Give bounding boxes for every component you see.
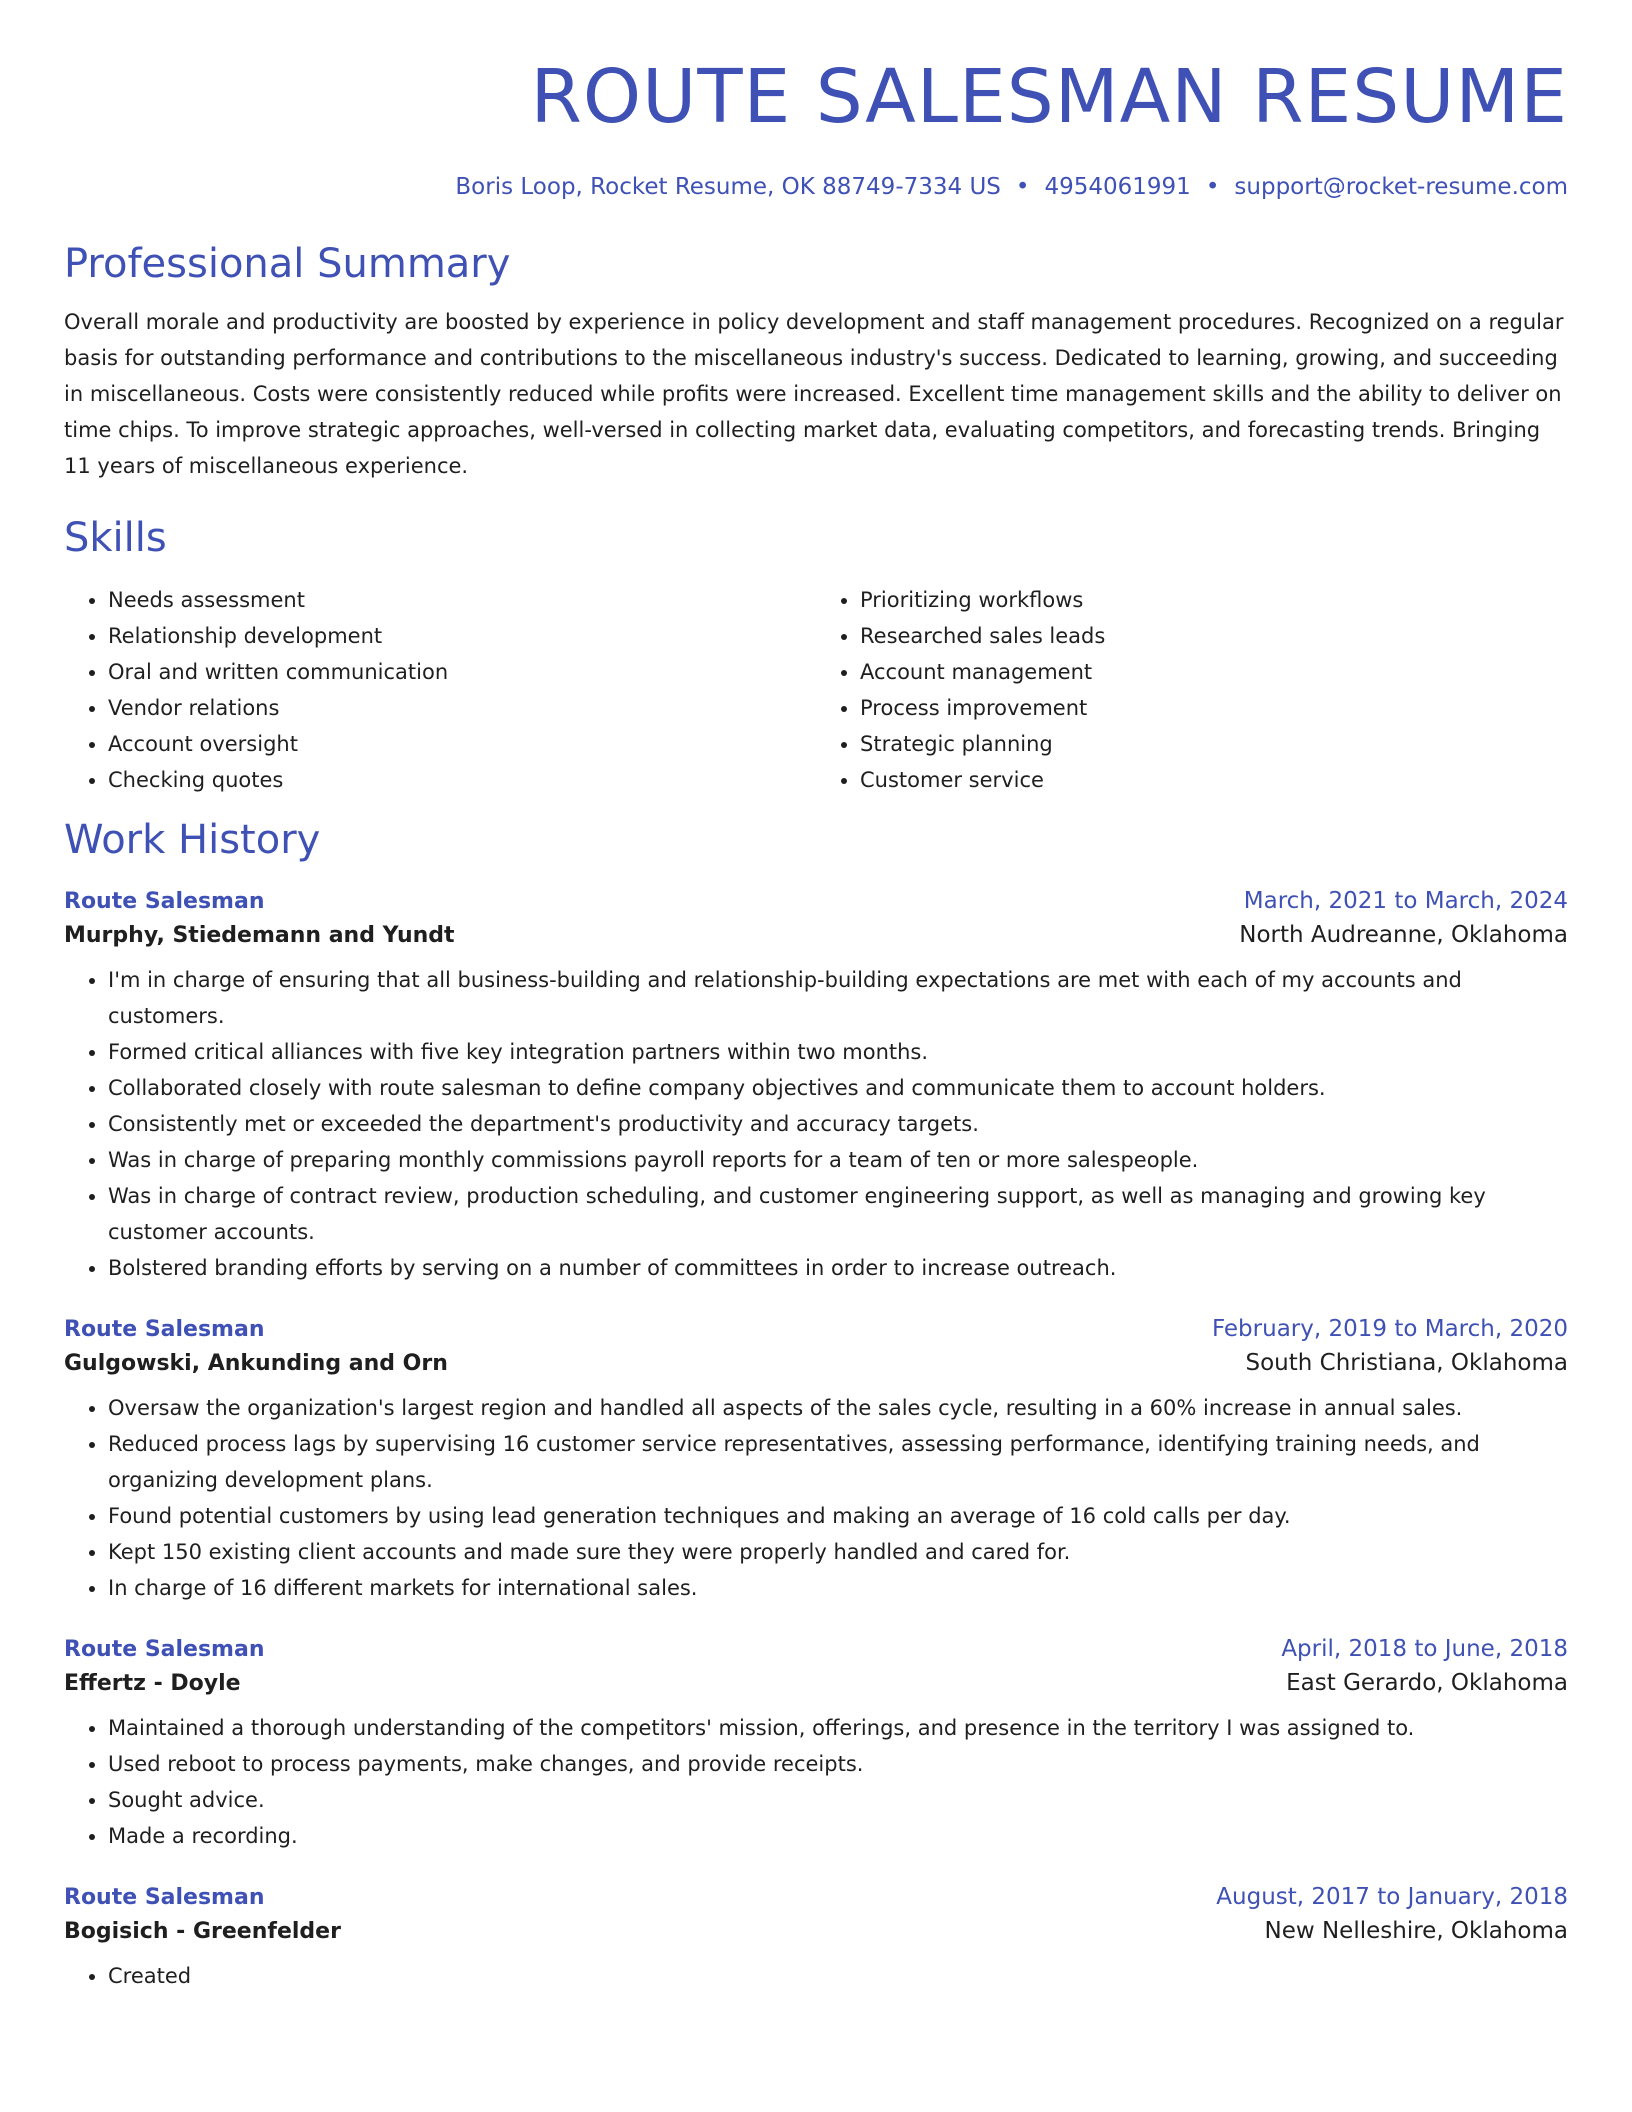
job-bullet: • Sought advice.: [108, 1782, 1508, 1818]
job-location: North Audreanne, Oklahoma: [1239, 922, 1568, 948]
section-title-summary: Professional Summary: [64, 241, 511, 287]
job-bullet: • Formed critical alliances with five key integration partners within two months.: [108, 1034, 1508, 1070]
job-location: East Gerardo, Oklahoma: [1286, 1670, 1568, 1696]
summary-text: Overall morale and productivity are boosted by experience in policy development and staff management procedures. Recognized on a regular basis for outstanding performance and contributions to the miscellaneous industry's success. Dedicated to learning, growing, and succeeding in miscellaneous. Costs were consistently reduced while profits were increased. Excellent time management skills and the ability to deliver on time chips. To improve strategic approaches, well-versed in collecting market data, evaluating competitors, and forecasting trends. Bringing 11 years of miscellaneous experience.: [64, 310, 1564, 478]
job-title: Route Salesman: [64, 1637, 265, 1662]
resume-header: [64, 54, 1568, 200]
job-title: Route Salesman: [64, 889, 265, 914]
job-company: Murphy, Stiedemann and Yundt: [64, 923, 455, 948]
job-company-row: [64, 1350, 1568, 1376]
job-bullet: • Used reboot to process payments, make changes, and provide receipts.: [108, 1746, 1508, 1782]
job-header-row: [64, 1316, 1568, 1342]
job-bullet: • I'm in charge of ensuring that all business-building and relationship-building expectations are met with each of my accounts and customers.: [108, 962, 1508, 1034]
job-dates: April, 2018 to June, 2018: [1281, 1636, 1568, 1662]
job-bullet: • Created: [108, 1958, 1508, 1994]
job-header-row: [64, 888, 1568, 914]
job-bullets: [64, 1710, 1568, 1854]
resume-name: ROUTE SALESMAN RESUME: [530, 54, 1568, 140]
job-bullet: • Bolstered branding efforts by serving on a number of committees in order to increase outreach.: [108, 1250, 1508, 1286]
skill-item: • Researched sales leads: [860, 618, 1568, 654]
skills-column-left: [64, 582, 816, 798]
contact-email: support@rocket-resume.com: [1234, 174, 1568, 200]
section-title-skills: Skills: [64, 515, 167, 561]
job-location: South Christiana, Oklahoma: [1245, 1350, 1568, 1376]
job-dates: February, 2019 to March, 2020: [1211, 1316, 1568, 1342]
job-title: Route Salesman: [64, 1317, 265, 1342]
contact-separator: •: [1015, 174, 1030, 200]
skill-item: • Account management: [860, 654, 1568, 690]
job-header-row: [64, 1636, 1568, 1662]
job-bullet: • Consistently met or exceeded the department's productivity and accuracy targets.: [108, 1106, 1508, 1142]
job-entry: [64, 1636, 1568, 1854]
work-history-list: [64, 888, 1568, 1994]
job-company: Effertz - Doyle: [64, 1671, 241, 1696]
contact-phone: 4954061991: [1044, 174, 1191, 200]
job-bullet: • Found potential customers by using lead generation techniques and making an average of 16 cold calls per day.: [108, 1498, 1508, 1534]
skill-item: • Needs assessment: [108, 582, 816, 618]
job-entry: [64, 1884, 1568, 1994]
job-entry: [64, 1316, 1568, 1606]
skill-item: • Prioritizing workflows: [860, 582, 1568, 618]
skill-item: • Relationship development: [108, 618, 816, 654]
job-bullet: • Collaborated closely with route salesman to define company objectives and communicate them to account holders.: [108, 1070, 1508, 1106]
skill-item: • Oral and written communication: [108, 654, 816, 690]
job-bullets: [64, 1390, 1568, 1606]
job-bullet: • Maintained a thorough understanding of the competitors' mission, offerings, and presence in the territory I was assigned to.: [108, 1710, 1508, 1746]
skill-item: • Customer service: [860, 762, 1568, 798]
job-bullet: • Made a recording.: [108, 1818, 1508, 1854]
job-bullet: • Was in charge of preparing monthly commissions payroll reports for a team of ten or more salespeople.: [108, 1142, 1508, 1178]
skill-item: • Checking quotes: [108, 762, 816, 798]
job-bullets: [64, 962, 1568, 1286]
job-bullet: • In charge of 16 different markets for international sales.: [108, 1570, 1508, 1606]
job-company: Gulgowski, Ankunding and Orn: [64, 1351, 448, 1376]
job-dates: August, 2017 to January, 2018: [1216, 1884, 1568, 1910]
contact-separator: •: [1205, 174, 1220, 200]
job-company-row: [64, 1670, 1568, 1696]
section-title-work-history: Work History: [64, 817, 321, 863]
skills-grid: [64, 582, 1568, 798]
job-company: Bogisich - Greenfelder: [64, 1919, 341, 1944]
job-location: New Nelleshire, Oklahoma: [1264, 1918, 1568, 1944]
skill-item: • Process improvement: [860, 690, 1568, 726]
job-company-row: [64, 922, 1568, 948]
job-dates: March, 2021 to March, 2024: [1243, 888, 1568, 914]
contact-line: [64, 174, 1568, 200]
job-title: Route Salesman: [64, 1885, 265, 1910]
skill-item: • Account oversight: [108, 726, 816, 762]
contact-address: Boris Loop, Rocket Resume, OK 88749-7334 US: [455, 174, 1001, 200]
job-bullet: • Was in charge of contract review, production scheduling, and customer engineering support, as well as managing and growing key customer accounts.: [108, 1178, 1508, 1250]
job-entry: [64, 888, 1568, 1286]
skills-column-right: [816, 582, 1568, 798]
job-bullets: [64, 1958, 1568, 1994]
job-header-row: [64, 1884, 1568, 1910]
job-bullet: • Kept 150 existing client accounts and made sure they were properly handled and cared for.: [108, 1534, 1508, 1570]
job-company-row: [64, 1918, 1568, 1944]
job-bullet: • Reduced process lags by supervising 16 customer service representatives, assessing performance, identifying training needs, and organizing development plans.: [108, 1426, 1508, 1498]
job-bullet: • Oversaw the organization's largest region and handled all aspects of the sales cycle, resulting in a 60% increase in annual sales.: [108, 1390, 1508, 1426]
skill-item: • Vendor relations: [108, 690, 816, 726]
skill-item: • Strategic planning: [860, 726, 1568, 762]
